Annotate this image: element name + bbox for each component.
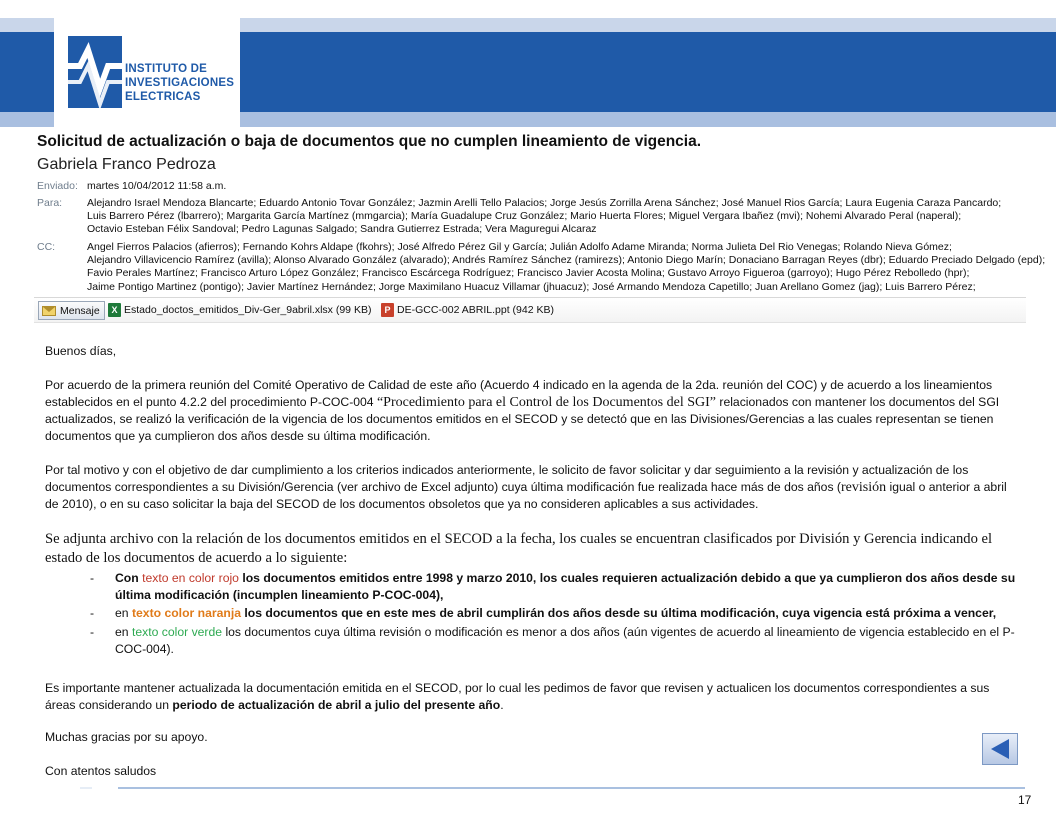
red-text-label: texto en color rojo [142,571,239,585]
paragraph-2 [45,462,1020,513]
to-recipients [87,197,1056,237]
envelope-icon [42,306,56,316]
bullet-dash: - [90,606,95,620]
message-button[interactable] [38,301,105,320]
iie-logo-icon [68,36,122,108]
greeting: Buenos días, [45,344,117,358]
bullet-orange-prefix: en [115,606,132,620]
update-period: periodo de actualización de abril a julio del presente año [172,698,501,712]
footer-line [118,787,1025,789]
closing-line: Con atentos saludos [45,764,157,778]
paragraph-4-end: . [500,698,504,712]
paragraph-4-text: Es importante mantener actualizada la documentación emitida en el SECOD, por lo cual les pedimos de favor que revisen y actualicen los documentos correspondientes a sus áreas considerando un [45,681,990,712]
paragraph-2-text-end: igual o anterior a abril de 2010), o en su caso solicitar la baja del SECOD de los documentos obsoletos que ya no consideren aplicables a sus actividades. [45,480,1007,511]
cc-line: Angel Fierros Palacios (afierros); Fernando Kohrs Aldape (fkohrs); José Alfredo Pérez Gil y García; Julián Adolfo Adame Miranda; Norma Julieta Del Rio Venegas; Rolando Nieva Gómez; [87,241,952,253]
paragraph-1-text-end: relacionados con mantener los documentos del SGI actualizados, se realizó la verificación de la vigencia de los documentos emitidos en el SECOD y se detectó que en las Divisiones/Gerencias a las cuales representan se tienen documentos que ya cumplieron dos años desde su última modificación. [45,395,1000,443]
cc-label: CC: [37,241,56,253]
bullet-green-rest: los documentos cuya última revisión o modificación es menor a dos años (aún vigentes de acuerdo al lineamiento de vigencia establecido en el P-COC-004). [115,625,1015,656]
bullet-green-prefix: en [115,625,132,639]
bullet-orange-text [115,605,1020,622]
message-label: Mensaje [60,304,100,317]
back-arrow-icon [983,734,1017,764]
bullet-green-text [115,624,1020,658]
bullet-red-rest: los documentos emitidos entre 1998 y marzo 2010, los cuales requieren actualización debido a que ya cumplieron dos años desde su última modificación (incumplen lineamiento P-COC-004), [115,571,1016,602]
to-line: Luis Barrero Pérez (lbarrero); Margarita García Martínez (mmgarcia); María Guadalupe Cruz González; Mario Huerta Flores; Miguel Vergara Ibañez (mvi); Nohemi Alvarado Peral (naperal); [87,210,962,223]
cc-line: Alejandro Villavicencio Ramírez (avilla); Alonso Alvarado González (alvarado); Andrés Ramírez Sánchez (ramirezs); Antonio Diego Marín; Donaciano Barragan Reyes (dbr); Eduardo Preciado Delgado (epd); [87,254,1046,267]
to-label: Para: [37,197,63,209]
sent-value: martes 10/04/2012 11:58 a.m. [87,180,227,192]
cc-recipients [87,241,1056,294]
thanks-line: Muchas gracias por su apoyo. [45,730,208,744]
attachments-bar [34,297,1026,323]
paragraph-1-text: Por acuerdo de la primera reunión del Comité Operativo de Calidad de este año (Acuerdo 4 indicado en la agenda de la 2da. reunión del COC) y de acuerdo a los lineamientos establecidos en el punto 4.2.2 del procedimiento P-COC-004 [45,378,993,409]
attachment-xlsx-label: Estado_doctos_emitidos_Div-Ger_9abril.xlsx (99 KB) [124,304,372,316]
footer-line-left [80,787,92,789]
to-line: Alejandro Israel Mendoza Blancarte; Eduardo Antonio Tovar González; Jazmin Arelli Tello Palacios; Jorge Jesús Zorrilla Arena Sánchez; José Manuel Rios García; Laura Eugenia Caraza Pancardo; [87,197,1002,209]
bullet-red-prefix: Con [115,571,143,585]
email-subject: Solicitud de actualización o baja de documentos que no cumplen lineamiento de vigencia. [37,133,702,150]
cc-line: Favio Perales Martínez; Francisco Arturo López González; Francisco Escárcega Rodríguez; Francisco Javier Acosta Molina; Gustavo Arroyo Figueroa (garroyo); Hugo Pérez Rebolledo (hpr); [87,267,970,280]
paragraph-3: Se adjunta archivo con la relación de los documentos emitidos en el SECOD a la fecha, los cuales se encuentran clasificados por División y Gerencia indicando el estado de los documentos de acuerdo a lo siguiente: [45,531,993,566]
paragraph-2-text: Por tal motivo y con el objetivo de dar cumplimiento a los criterios indicados anteriormente, le solicito de favor solicitar y dar seguimiento a la revisión y actualización de los documentos correspondientes a su División/Gerencia (ver archivo de Excel adjunto) cuya última modificación fue realizada hace más de dos años ( [45,463,969,494]
attachment-xlsx[interactable] [108,302,371,318]
cc-line: Jaime Pontigo Martinez (pontigo); Javier Martínez Hernández; Jorge Maximilano Huacuz Villamar (jhuacuz); José Armando Mendoza Capetillo; Juan Arellano Gomez (jag); Luis Barrero Pérez; [87,280,976,293]
orange-text-label: texto color naranja [131,606,241,620]
bullet-orange-rest: los documentos que en este mes de abril cumplirán dos años desde su última modificación, cuya vigencia está próxima a vencer, [241,606,997,620]
logo-line-1: INSTITUTO DE [125,63,208,75]
excel-file-icon: X [108,303,121,317]
attachment-ppt-label: DE-GCC-002 ABRIL.ppt (942 KB) [397,304,554,316]
bullet-dash: - [90,625,95,639]
powerpoint-file-icon: P [381,303,394,317]
logo-line-2: INVESTIGACIONES [125,77,235,89]
procedure-title: “Procedimiento para el Control de los Documentos del SGI” [376,395,716,410]
email-sender: Gabriela Franco Pedroza [37,156,216,173]
sent-label: Enviado: [37,180,78,192]
back-button[interactable] [982,733,1018,765]
logo-text [125,62,234,104]
revision-word: revisión [840,480,887,495]
page-number: 17 [1018,793,1032,807]
green-text-label: texto color verde [131,625,223,639]
paragraph-4 [45,680,1020,714]
logo-line-3: ELECTRICAS [125,91,201,103]
paragraph-1 [45,377,1020,445]
bullet-red-text [115,570,1020,604]
attachment-ppt[interactable] [381,302,554,318]
bullet-dash: - [90,571,95,585]
to-line: Octavio Esteban Félix Sandoval; Pedro Lagunas Salgado; Sandra Gutierrez Estrada; Vera Maguregui Alcaraz [87,223,597,236]
